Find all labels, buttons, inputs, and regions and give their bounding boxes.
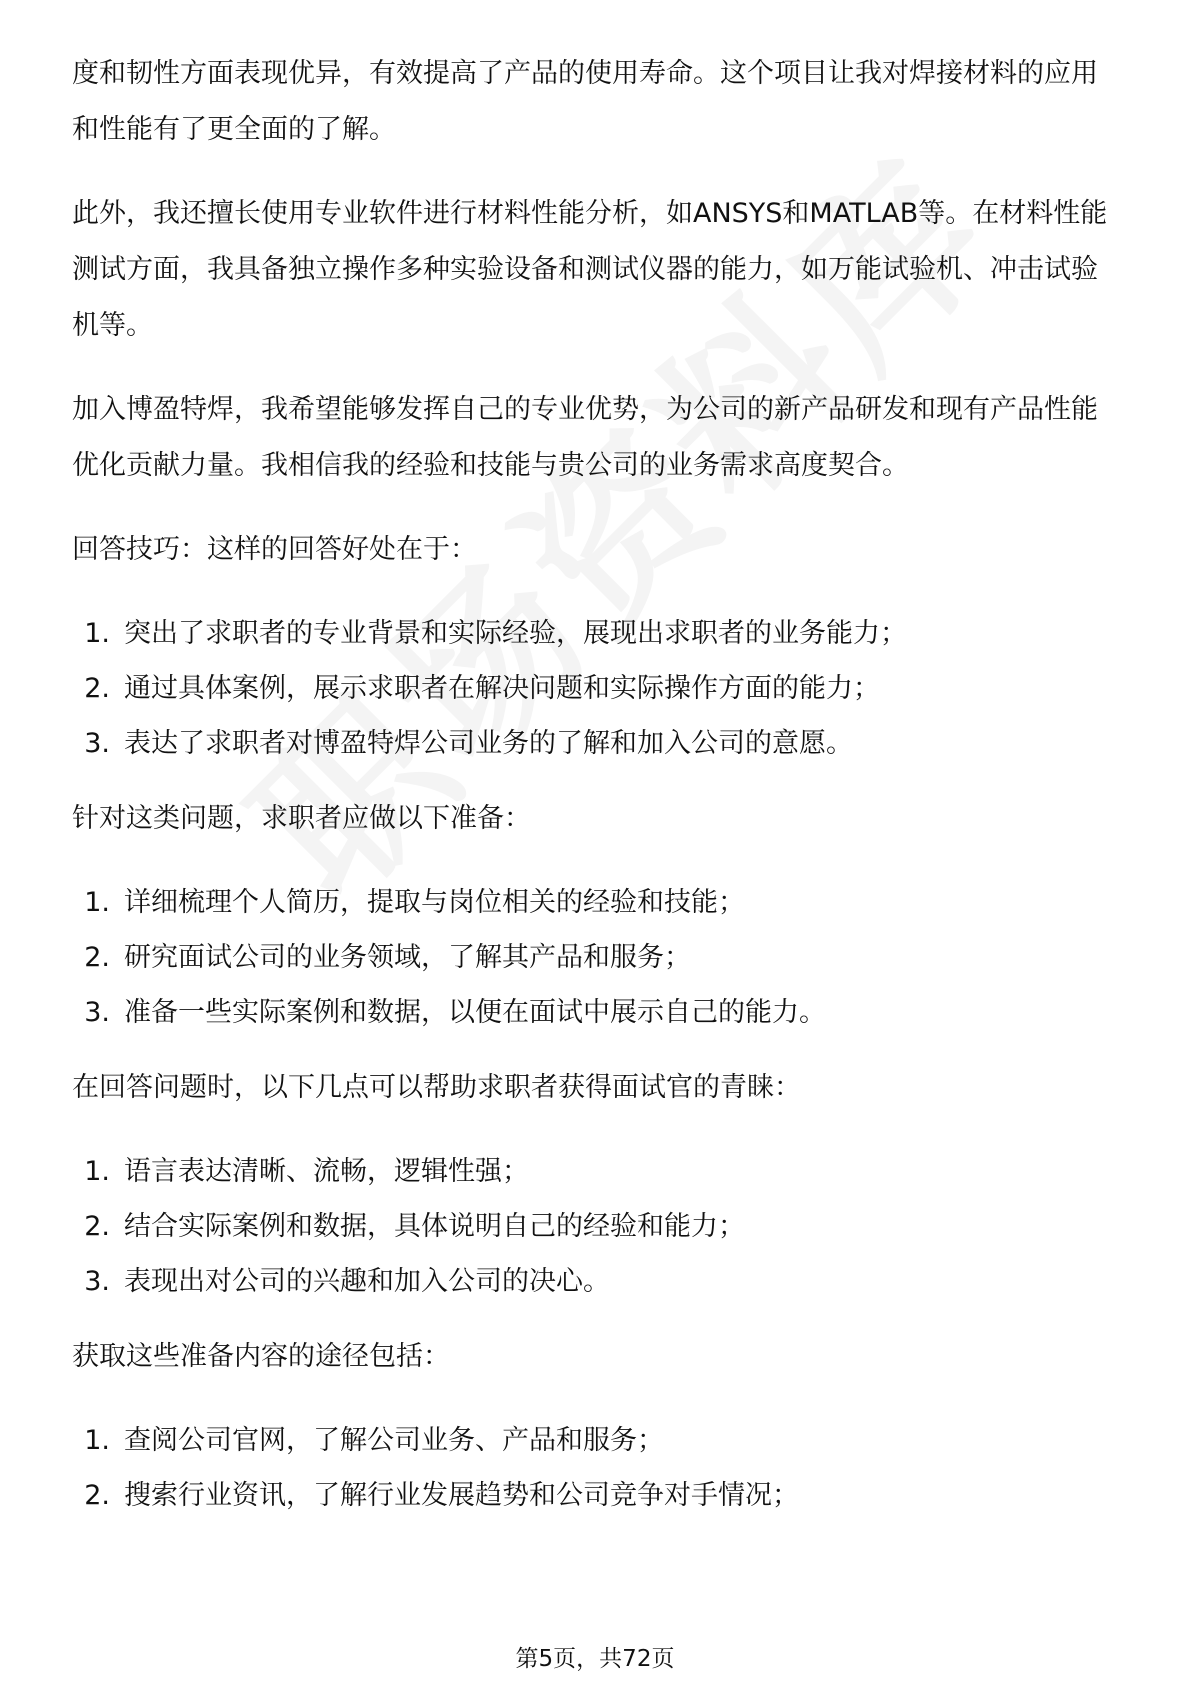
list-item-text: 结合实际案例和数据，具体说明自己的经验和能力；: [124, 1211, 745, 1242]
list-item: [72, 716, 1122, 771]
list-item-text: 突出了求职者的专业背景和实际经验，展现出求职者的业务能力；: [124, 618, 907, 649]
list-item: [72, 661, 1122, 716]
list-item-text: 通过具体案例，展示求职者在解决问题和实际操作方面的能力；: [124, 673, 880, 704]
numbered-list: [72, 606, 1122, 771]
list-item: [72, 1144, 1122, 1199]
list-item: [72, 1254, 1122, 1309]
list-item: [72, 930, 1122, 985]
list-item: [72, 606, 1122, 661]
list-number: 2.: [84, 942, 110, 973]
list-number: 2.: [84, 1211, 110, 1242]
numbered-list: [72, 1144, 1122, 1309]
list-item-text: 研究面试公司的业务领域，了解其产品和服务；: [124, 942, 691, 973]
list-number: 1.: [84, 1156, 110, 1187]
list-number: 1.: [84, 1425, 110, 1456]
section-heading: 获取这些准备内容的途径包括：: [72, 1341, 450, 1372]
paragraph: 此外，我还擅长使用专业软件进行材料性能分析，如ANSYS和MATLAB等。在材料性能测试方面，我具备独立操作多种实验设备和测试仪器的能力，如万能试验机、冲击试验机等。: [72, 198, 1108, 341]
list-item-text: 准备一些实际案例和数据，以便在面试中展示自己的能力。: [124, 997, 826, 1028]
section-heading: 回答技巧：这样的回答好处在于：: [72, 534, 477, 565]
list-number: 3.: [84, 728, 110, 759]
list-item-text: 搜索行业资讯，了解行业发展趋势和公司竞争对手情况；: [124, 1480, 799, 1511]
numbered-list: [72, 875, 1122, 1040]
list-number: 3.: [84, 1266, 110, 1297]
list-item: [72, 985, 1122, 1040]
list-item-text: 语言表达清晰、流畅，逻辑性强；: [124, 1156, 529, 1187]
numbered-list: [72, 1413, 1122, 1523]
document-body: [72, 46, 1122, 1543]
list-item: [72, 1413, 1122, 1468]
paragraph: 加入博盈特焊，我希望能够发挥自己的专业优势，为公司的新产品研发和现有产品性能优化贡献力量。我相信我的经验和技能与贵公司的业务需求高度契合。: [72, 394, 1098, 481]
list-number: 2.: [84, 673, 110, 704]
paragraph: 度和韧性方面表现优异，有效提高了产品的使用寿命。这个项目让我对焊接材料的应用和性能有了更全面的了解。: [72, 58, 1098, 145]
page-footer: [0, 1640, 1190, 1673]
list-item: [72, 1468, 1122, 1523]
page-number: 第5页，共72页: [515, 1646, 675, 1672]
list-number: 3.: [84, 997, 110, 1028]
list-item-text: 查阅公司官网，了解公司业务、产品和服务；: [124, 1425, 664, 1456]
list-item: [72, 875, 1122, 930]
section-heading: 针对这类问题，求职者应做以下准备：: [72, 803, 531, 834]
list-number: 1.: [84, 618, 110, 649]
list-item-text: 表现出对公司的兴趣和加入公司的决心。: [124, 1266, 610, 1297]
section-heading: 在回答问题时，以下几点可以帮助求职者获得面试官的青睐：: [72, 1072, 801, 1103]
list-item: [72, 1199, 1122, 1254]
list-number: 2.: [84, 1480, 110, 1511]
list-number: 1.: [84, 887, 110, 918]
list-item-text: 详细梳理个人简历，提取与岗位相关的经验和技能；: [124, 887, 745, 918]
list-item-text: 表达了求职者对博盈特焊公司业务的了解和加入公司的意愿。: [124, 728, 853, 759]
